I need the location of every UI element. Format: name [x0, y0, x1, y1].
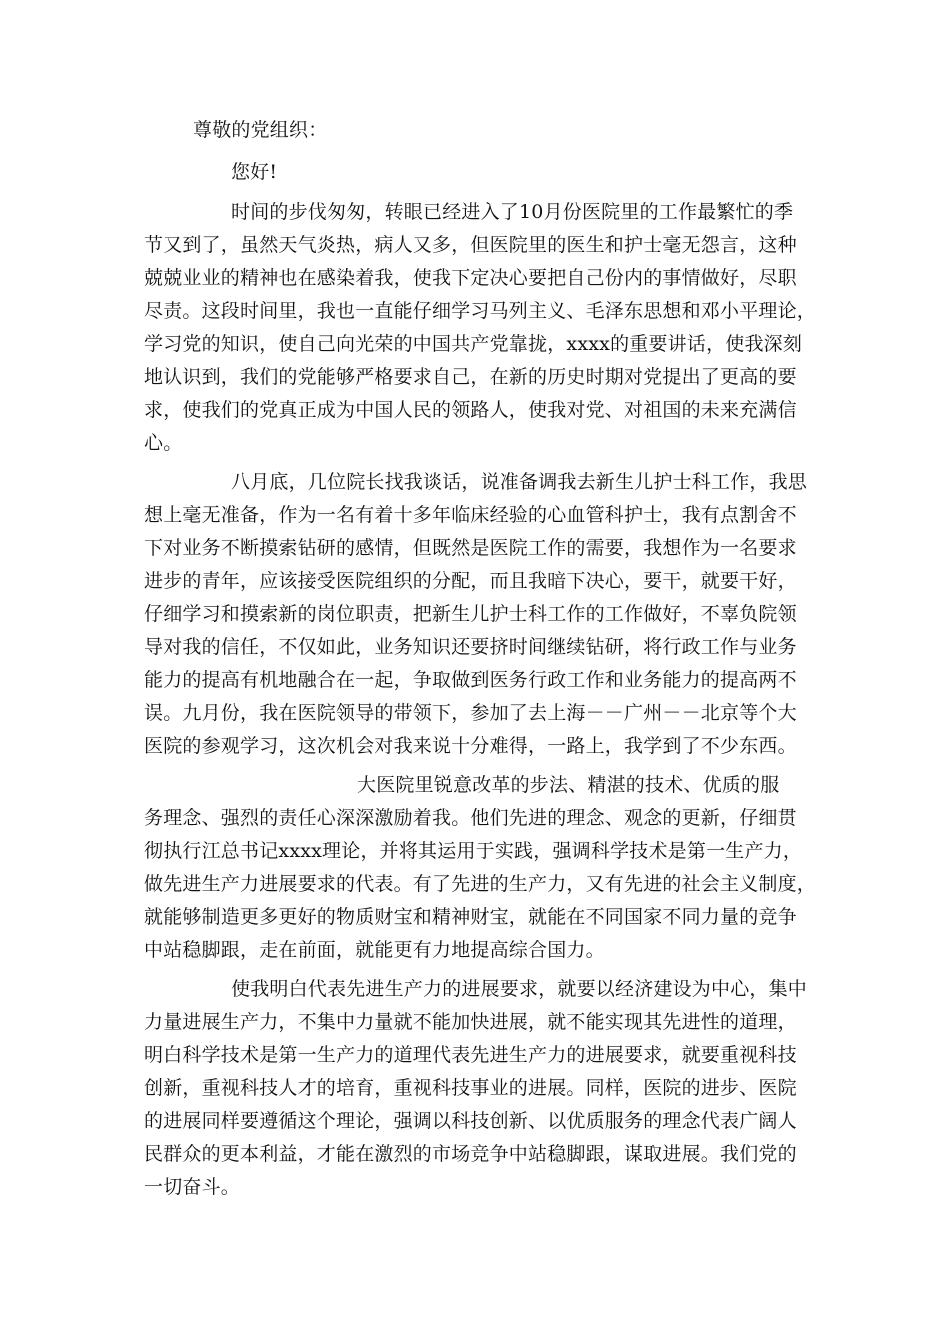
paragraph-1-line: 节又到了，虽然天气炎热，病人又多，但医院里的医生和护士毫无怨言，这种	[144, 234, 797, 256]
paragraph-4-line: 民群众的更本利益，才能在激烈的市场竞争中站稳脚跟，谋取进展。我们党的	[144, 1143, 797, 1165]
paragraph-1-line: 求，使我们的党真正成为中国人民的领路人，使我对党、对祖国的未来充满信	[144, 399, 797, 421]
paragraph-1-line: 尽责。这段时间里，我也一直能仔细学习马列主义、毛泽东思想和邓小平理论，	[144, 300, 817, 322]
paragraph-1-line: 心。	[144, 432, 183, 454]
paragraph-2-line: 下对业务不断摸索钻研的感情，但既然是医院工作的需要，我想作为一名要求	[144, 537, 797, 559]
paragraph-2-line: 误。九月份，我在医院领导的带领下，参加了去上海－－广州－－北京等个大	[144, 702, 797, 724]
paragraph-4-line: 力量进展生产力，不集中力量就不能加快进展，就不能实现其先进性的道理，	[144, 1011, 797, 1033]
paragraph-2-line: 进步的青年，应该接受医院组织的分配，而且我暗下决心，要干，就要干好，	[144, 570, 797, 592]
paragraph-2-line: 想上毫无准备，作为一名有着十多年临床经验的心血管科护士，我有点割舍不	[144, 504, 797, 526]
paragraph-4-line: 创新，重视科技人才的培育，重视科技事业的进展。同样，医院的进步、医院	[144, 1077, 797, 1099]
paragraph-2-line: 能力的提高有机地融合在一起，争取做到医务行政工作和业务能力的提高两不	[144, 669, 797, 691]
paragraph-1-line: 兢兢业业的精神也在感染着我，使我下定决心要把自己份内的事情做好，尽职	[144, 267, 797, 289]
paragraph-3-line: 做先进生产力进展要求的代表。有了先进的生产力，又有先进的社会主义制度，	[144, 873, 817, 895]
paragraph-3-line: 务理念、强烈的责任心深深激励着我。他们先进的理念、观念的更新，仔细贯	[144, 807, 797, 829]
paragraph-4-line: 的进展同样要遵循这个理论，强调以科技创新、以优质服务的理念代表广阔人	[144, 1110, 797, 1132]
paragraph-4-line: 明白科学技术是第一生产力的道理代表先进生产力的进展要求，就要重视科技	[144, 1044, 797, 1066]
paragraph-4-line: 一切奋斗。	[144, 1176, 241, 1198]
paragraph-3-line: 中站稳脚跟，走在前面，就能更有力地提高综合国力。	[144, 939, 605, 961]
paragraph-2-line: 医院的参观学习，这次机会对我来说十分难得，一路上，我学到了不少东西。	[144, 735, 797, 757]
paragraph-2-line: 仔细学习和摸索新的岗位职责，把新生儿护士科工作的工作做好，不辜负院领	[144, 603, 797, 625]
paragraph-3-line: 彻执行江总书记xxxx理论，并将其运用于实践，强调科学技术是第一生产力，	[144, 840, 803, 862]
paragraph-2-line: 八月底，几位院长找我谈话，说准备调我去新生儿护士科工作，我思	[231, 471, 808, 493]
paragraph-3-line: 就能够制造更多更好的物质财宝和精神财宝，就能在不同国家不同力量的竞争	[144, 906, 797, 928]
greeting: 您好!	[231, 161, 278, 183]
paragraph-1-line: 学习党的知识，使自己向光荣的中国共产党靠拢，xxxx的重要讲话，使我深刻	[144, 333, 803, 355]
paragraph-2-line: 导对我的信任，不仅如此，业务知识还要挤时间继续钻研，将行政工作与业务	[144, 636, 797, 658]
salutation: 尊敬的党组织：	[193, 119, 328, 141]
paragraph-4-line: 使我明白代表先进生产力的进展要求，就要以经济建设为中心，集中	[231, 978, 808, 1000]
paragraph-1-line: 时间的步伐匆匆，转眼已经进入了10月份医院里的工作最繁忙的季	[231, 201, 794, 223]
paragraph-1-line: 地认识到，我们的党能够严格要求自己，在新的历史时期对党提出了更高的要	[144, 366, 797, 388]
paragraph-3-line: 大医院里锐意改革的步法、精湛的技术、优质的服	[357, 774, 780, 796]
